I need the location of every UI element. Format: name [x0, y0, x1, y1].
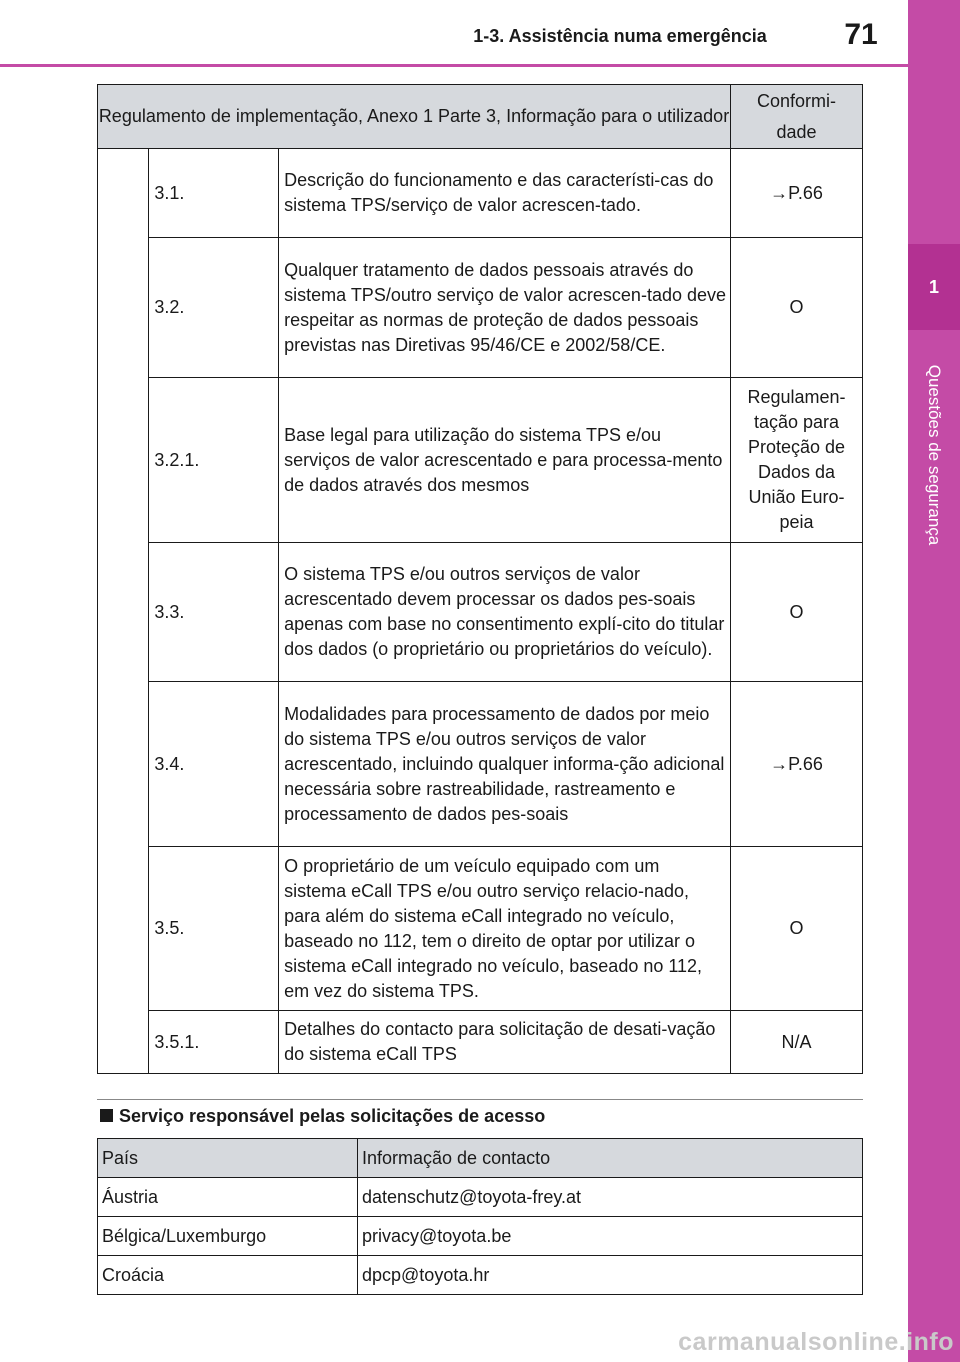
section-divider [97, 1099, 863, 1100]
row-conformity [731, 378, 863, 543]
header-description-text: Regulamento de implementação, Anexo 1 Parte 3, Informação para o utilizador [98, 106, 730, 126]
row-conformity-text: N/A [781, 1031, 812, 1052]
row-description: Modalidades para processamento de dados por meio do sistema TPS e/ou outros serviços de valor acrescentado, incluindo qualquer informa-ção adicional necessária sobre rastreabilidade, rastreamento e processamento de dados pes-soais [279, 682, 731, 847]
row-description: Descrição do funcionamento e das característi-cas do sistema TPS/serviço de valor acrescen-tado. [279, 149, 731, 238]
contact-email: dpcp@toyota.hr [358, 1256, 863, 1295]
table-row [98, 1011, 863, 1074]
row-description: Detalhes do contacto para solicitação de desati-vação do sistema eCall TPS [279, 1011, 731, 1074]
table-row [98, 1217, 863, 1256]
table-row [98, 847, 863, 1011]
row-conformity [731, 238, 863, 378]
contacts-table [97, 1138, 863, 1295]
row-number: 3.5. [149, 847, 279, 1011]
row-conformity-text: →P.66 [770, 182, 823, 203]
chapter-label: Questões de segurança [925, 364, 944, 546]
header-description [98, 85, 731, 149]
section-heading-text: Serviço responsável pelas solicitações de acesso [119, 1106, 546, 1126]
row-number: 3.4. [149, 682, 279, 847]
row-number: 3.3. [149, 543, 279, 682]
header-divider [0, 64, 908, 67]
row-description: Base legal para utilização do sistema TPS e/ou serviços de valor acrescentado e para processa-mento de dados através dos mesmos [279, 378, 731, 543]
row-conformity [731, 149, 863, 238]
table-row [98, 543, 863, 682]
table-row [98, 149, 863, 238]
row-conformity [731, 682, 863, 847]
watermark: carmanualsonline.info [678, 1328, 954, 1356]
contact-email: privacy@toyota.be [358, 1217, 863, 1256]
table-row [98, 1256, 863, 1295]
header-contact: Informação de contacto [358, 1139, 863, 1178]
row-description: O proprietário de um veículo equipado com um sistema eCall TPS e/ou outro serviço relacio-nado, para além do sistema eCall integrado no veículo, baseado no 112, tem o direito de optar por utilizar o sistema eCall integrado no veículo, baseado no 112, em vez do sistema TPS. [279, 847, 731, 1011]
header-conformity [731, 85, 863, 149]
table-row [98, 682, 863, 847]
chapter-number-tab: 1 [908, 244, 960, 330]
header-conformity-text: Conformi-dade [756, 90, 836, 142]
row-conformity-text: O [789, 601, 804, 622]
table-row [98, 238, 863, 378]
section-title: 1-3. Assistência numa emergência [473, 26, 767, 46]
page-number: 71 [844, 18, 878, 51]
row-conformity-text: →P.66 [770, 753, 823, 774]
row-conformity [731, 847, 863, 1011]
regulation-table [97, 84, 863, 1074]
table-header-row [98, 85, 863, 149]
side-chapter-bar [908, 0, 960, 1362]
table-row [98, 378, 863, 543]
row-description: O sistema TPS e/ou outros serviços de valor acrescentado devem processar os dados pes-soais apenas com base no consentimento explí-cito do titular dos dados (o proprietário ou proprietários do veículo). [279, 543, 731, 682]
row-description: Qualquer tratamento de dados pessoais através do sistema TPS/outro serviço de valor acrescen-tado deve respeitar as normas de proteção de dados pessoais previstas nas Diretivas 95/46/CE e 2002/58/CE. [279, 238, 731, 378]
section-heading [100, 1106, 545, 1127]
country-cell: Bélgica/Luxemburgo [98, 1217, 358, 1256]
row-conformity-text: O [789, 918, 804, 938]
square-bullet-icon [100, 1109, 113, 1122]
country-cell: Croácia [98, 1256, 358, 1295]
merged-empty-cell [98, 149, 149, 1074]
header-country: País [98, 1139, 358, 1178]
contacts-header-row [98, 1139, 863, 1178]
contact-email: datenschutz@toyota-frey.at [358, 1178, 863, 1217]
country-cell: Áustria [98, 1178, 358, 1217]
row-conformity [731, 543, 863, 682]
row-number: 3.2. [149, 238, 279, 378]
row-number: 3.1. [149, 149, 279, 238]
row-conformity [731, 1011, 863, 1074]
row-number: 3.2.1. [149, 378, 279, 543]
row-number: 3.5.1. [149, 1011, 279, 1074]
table-row [98, 1178, 863, 1217]
row-conformity-text: Regulamen-tação para Proteção de Dados da União Euro-peia [747, 387, 846, 532]
row-conformity-text: O [789, 297, 804, 317]
